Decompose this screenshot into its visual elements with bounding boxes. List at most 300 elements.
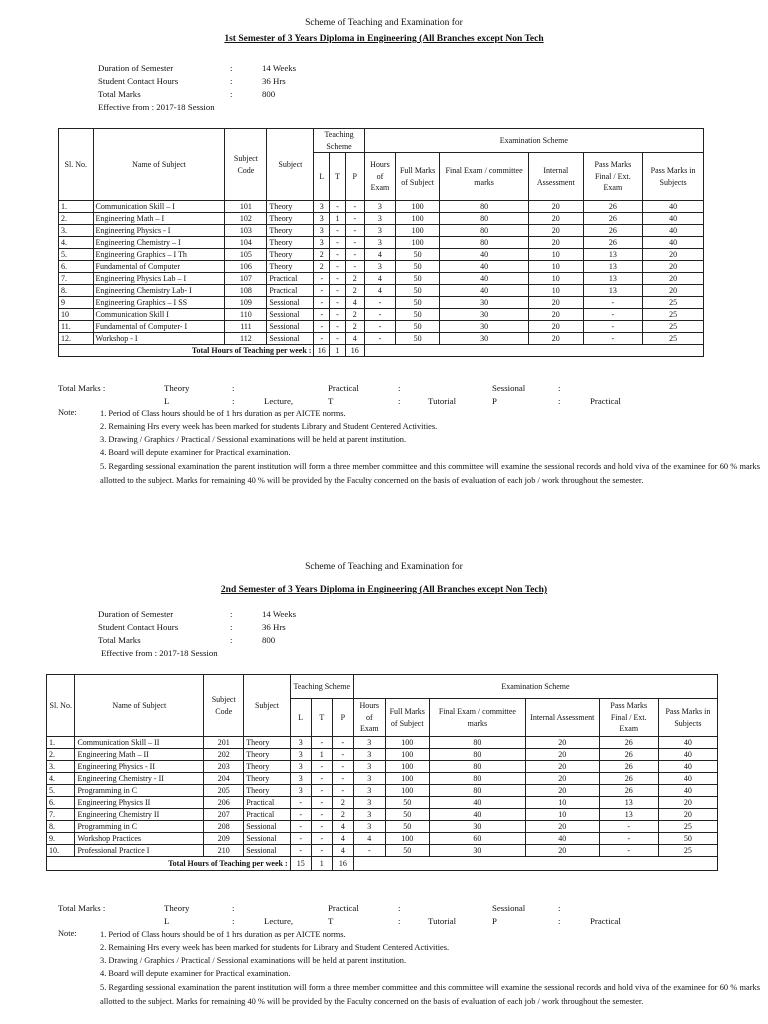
cell-practical-hours: 2 [345,309,364,321]
cell-exam-hours: 3 [364,225,395,237]
cell-internal-assessment: 10 [525,809,599,821]
total-p: 16 [345,345,364,357]
cell-pass-marks-final: 26 [599,785,658,797]
cell-practical-hours: - [332,785,353,797]
total-hours-label: Total Hours of Teaching per week : [59,345,314,357]
cell-sl-no: 3. [59,225,94,237]
cell-practical-hours: - [345,261,364,273]
cell-final-exam-marks: 40 [440,285,529,297]
cell-pass-marks-subject: 40 [658,761,717,773]
header-p: P [345,153,364,201]
header-final-exam: Final Exam / committee marks [429,699,525,737]
header-hours-of-exam: Hours of Exam [364,153,395,201]
cell-exam-hours: 3 [364,237,395,249]
header-subject-code: Subject Code [204,675,244,737]
legend-l: L [164,396,170,406]
cell-pass-marks-final: 26 [599,737,658,749]
cell-final-exam-marks: 80 [429,737,525,749]
cell-internal-assessment: 10 [525,797,599,809]
legend-tutorial: Tutorial [428,916,457,926]
cell-exam-hours: 4 [353,833,385,845]
scheme-title: Scheme of Teaching and Examination for [305,562,463,572]
cell-pass-marks-subject: 40 [643,201,704,213]
note-label: Note: [58,408,77,417]
cell-lecture-hours: 3 [314,225,330,237]
cell-subject-name: Engineering Graphics – I SS [93,297,225,309]
cell-pass-marks-final: - [599,821,658,833]
table-row [59,225,704,237]
cell-full-marks: 100 [385,833,429,845]
cell-subject-code: 103 [225,225,267,237]
cell-subject-type: Theory [244,749,290,761]
cell-tutorial-hours: - [311,737,332,749]
cell-tutorial-hours: 1 [330,213,346,225]
cell-sl-no: 8. [47,821,75,833]
note-item: 3. Drawing / Graphics / Practical / Sessional examinations will be held at parent institution. [100,956,407,965]
cell-subject-type: Sessional [267,333,314,345]
cell-subject-code: 106 [225,261,267,273]
cell-internal-assessment: 20 [529,309,583,321]
cell-full-marks: 100 [396,201,440,213]
cell-subject-code: 207 [204,809,244,821]
cell-tutorial-hours: - [330,321,346,333]
total-marks-value: 800 [262,635,276,645]
cell-exam-hours: 3 [353,809,385,821]
cell-internal-assessment: 10 [529,285,583,297]
legend-p: P [492,916,497,926]
colon: : [398,396,401,406]
cell-internal-assessment: 20 [529,297,583,309]
cell-subject-name: Communication Skill – II [75,737,204,749]
cell-sl-no: 7. [47,809,75,821]
cell-full-marks: 100 [385,737,429,749]
header-l: L [314,153,330,201]
total-marks-line [58,902,718,915]
cell-lecture-hours: - [290,809,311,821]
cell-lecture-hours: 3 [290,773,311,785]
cell-subject-type: Sessional [267,321,314,333]
total-marks-label: Total Marks [98,635,141,645]
table-row [47,773,718,785]
cell-subject-code: 101 [225,201,267,213]
total-marks-line [58,382,718,395]
theory-caption: Theory [164,383,190,393]
cell-final-exam-marks: 30 [429,845,525,857]
contact-hours-label: Student Contact Hours [98,76,179,86]
header-full-marks: Full Marks of Subject [385,699,429,737]
cell-final-exam-marks: 40 [440,273,529,285]
cell-pass-marks-final: 13 [583,273,643,285]
cell-subject-type: Sessional [267,297,314,309]
cell-pass-marks-subject: 25 [658,845,717,857]
cell-subject-code: 210 [204,845,244,857]
cell-internal-assessment: 20 [525,845,599,857]
cell-pass-marks-final: 13 [599,809,658,821]
cell-lecture-hours: - [290,833,311,845]
cell-pass-marks-subject: 20 [643,285,704,297]
cell-lecture-hours: 3 [290,785,311,797]
header-subject-code: Subject Code [225,129,267,201]
cell-subject-code: 109 [225,297,267,309]
header-internal-assessment: Internal Assessment [525,699,599,737]
colon: : [558,916,561,926]
total-marks-value: 800 [262,89,276,99]
cell-final-exam-marks: 80 [440,213,529,225]
cell-subject-code: 203 [204,761,244,773]
cell-final-exam-marks: 30 [429,821,525,833]
cell-subject-name: Engineering Physics - II [75,761,204,773]
header-pass-marks-subjects: Pass Marks in Subjects [658,699,717,737]
cell-subject-name: Engineering Physics Lab – I [93,273,225,285]
cell-tutorial-hours: - [330,309,346,321]
cell-internal-assessment: 10 [529,261,583,273]
scheme-subtitle: 2nd Semester of 3 Years Diploma in Engineering (All Branches except Non Tech) [220,585,548,595]
cell-full-marks: 100 [385,761,429,773]
cell-sl-no: 5. [59,249,94,261]
scheme-title: Scheme of Teaching and Examination for [305,18,463,28]
cell-pass-marks-subject: 20 [643,261,704,273]
cell-subject-name: Engineering Chemistry II [75,809,204,821]
legend-practical: Practical [590,396,621,406]
cell-lecture-hours: 3 [290,737,311,749]
colon: : [230,63,233,73]
cell-subject-code: 206 [204,797,244,809]
cell-final-exam-marks: 80 [429,749,525,761]
table-row [59,285,704,297]
legend-tutorial: Tutorial [428,396,457,406]
cell-subject-name: Programming in C [75,821,204,833]
cell-tutorial-hours: - [330,297,346,309]
cell-practical-hours: 2 [332,797,353,809]
cell-full-marks: 100 [396,225,440,237]
colon: : [232,396,235,406]
cell-full-marks: 100 [385,749,429,761]
cell-full-marks: 50 [396,285,440,297]
cell-practical-hours: - [345,201,364,213]
cell-exam-hours: - [364,297,395,309]
cell-internal-assessment: 20 [529,237,583,249]
cell-subject-type: Practical [244,797,290,809]
cell-subject-type: Sessional [244,821,290,833]
cell-tutorial-hours: - [330,237,346,249]
note-label: Note: [58,929,77,938]
cell-exam-hours: - [353,845,385,857]
header-sl-no: Sl. No. [47,675,75,737]
cell-full-marks: 50 [385,845,429,857]
cell-internal-assessment: 20 [525,821,599,833]
legend-practical: Practical [590,916,621,926]
cell-subject-code: 112 [225,333,267,345]
cell-internal-assessment: 40 [525,833,599,845]
header-p: P [332,699,353,737]
cell-internal-assessment: 20 [525,773,599,785]
cell-pass-marks-final: - [583,309,643,321]
cell-subject-type: Theory [244,785,290,797]
duration-value: 14 Weeks [262,63,297,73]
cell-subject-name: Professional Practice I [75,845,204,857]
table-row [59,297,704,309]
colon: : [398,383,401,393]
cell-full-marks: 50 [385,809,429,821]
colon: : [558,383,561,393]
cell-exam-hours: 3 [353,797,385,809]
header-pass-marks-final: Pass Marks Final / Ext. Exam [599,699,658,737]
table-row [59,261,704,273]
legend-t: T [328,396,334,406]
cell-practical-hours: - [345,237,364,249]
cell-exam-hours: 3 [364,201,395,213]
cell-pass-marks-final: 26 [583,201,643,213]
cell-lecture-hours: 3 [290,761,311,773]
cell-lecture-hours: - [290,845,311,857]
cell-pass-marks-final: - [599,845,658,857]
table-row [47,785,718,797]
cell-exam-hours: - [364,321,395,333]
cell-sl-no: 3. [47,761,75,773]
cell-pass-marks-subject: 40 [658,785,717,797]
cell-final-exam-marks: 80 [429,785,525,797]
cell-tutorial-hours: - [330,285,346,297]
cell-subject-type: Practical [267,273,314,285]
practical-caption: Practical [328,903,359,913]
cell-internal-assessment: 10 [529,273,583,285]
duration-label: Duration of Semester [98,609,174,619]
cell-final-exam-marks: 30 [440,321,529,333]
cell-subject-name: Programming in C [75,785,204,797]
table-row [59,333,704,345]
header-sl-no: Sl. No. [59,129,94,201]
cell-final-exam-marks: 60 [429,833,525,845]
legend-t: T [328,916,334,926]
cell-exam-hours: 3 [353,737,385,749]
note-item: 1. Period of Class hours should be of 1 hrs duration as per AICTE norms. [100,930,346,939]
cell-pass-marks-final: 13 [583,261,643,273]
note-item: 2. Remaining Hrs every week has been marked for students for Library and Student Centered Activities. [100,943,450,952]
header-subject-name: Name of Subject [93,129,225,201]
effective-session: Effective from : 2017-18 Session [101,648,218,658]
cell-subject-code: 209 [204,833,244,845]
cell-tutorial-hours: - [311,845,332,857]
notes [58,408,760,508]
cell-practical-hours: 2 [345,321,364,333]
header-pass-marks-subjects: Pass Marks in Subjects [643,153,704,201]
cell-sl-no: 5. [47,785,75,797]
legend-p: P [492,396,497,406]
colon: : [398,903,401,913]
cell-pass-marks-subject: 40 [643,225,704,237]
cell-practical-hours: - [332,737,353,749]
cell-subject-name: Engineering Chemistry Lab- I [93,285,225,297]
cell-lecture-hours: - [314,321,330,333]
cell-internal-assessment: 20 [529,321,583,333]
legend-lecture: Lecture, [264,916,294,926]
cell-full-marks: 100 [396,237,440,249]
table-row [47,845,718,857]
table-row [59,201,704,213]
cell-pass-marks-final: 13 [599,797,658,809]
colon: : [232,903,235,913]
cell-pass-marks-final: - [599,833,658,845]
cell-tutorial-hours: - [330,333,346,345]
cell-subject-code: 204 [204,773,244,785]
cell-full-marks: 50 [396,261,440,273]
cell-practical-hours: - [332,773,353,785]
cell-internal-assessment: 20 [529,213,583,225]
contact-hours-label: Student Contact Hours [98,622,179,632]
cell-practical-hours: - [345,213,364,225]
cell-full-marks: 50 [396,321,440,333]
cell-pass-marks-subject: 25 [643,297,704,309]
cell-sl-no: 1. [47,737,75,749]
cell-tutorial-hours: - [311,833,332,845]
legend-l: L [164,916,170,926]
cell-full-marks: 100 [385,785,429,797]
cell-full-marks: 50 [396,249,440,261]
cell-sl-no: 8. [59,285,94,297]
colon: : [230,609,233,619]
table-row [59,237,704,249]
cell-exam-hours: 4 [364,249,395,261]
cell-tutorial-hours: - [311,785,332,797]
note-item: 1. Period of Class hours should be of 1 hrs duration as per AICTE norms. [100,409,346,418]
cell-full-marks: 100 [385,773,429,785]
colon: : [230,635,233,645]
total-marks-caption: Total Marks : [58,383,106,393]
legend-lecture: Lecture, [264,396,294,406]
table-row [59,321,704,333]
theory-caption: Theory [164,903,190,913]
cell-sl-no: 6. [47,797,75,809]
cell-exam-hours: 3 [364,213,395,225]
cell-pass-marks-subject: 25 [658,821,717,833]
cell-full-marks: 50 [396,333,440,345]
cell-final-exam-marks: 30 [440,309,529,321]
cell-pass-marks-subject: 20 [658,797,717,809]
total-blank [353,857,717,871]
scheme-subtitle: 1st Semester of 3 Years Diploma in Engineering (All Branches except Non Tech [224,34,544,44]
total-p: 16 [332,857,353,871]
header-examination-scheme: Examination Scheme [364,129,703,153]
cell-subject-name: Fundamental of Computer- I [93,321,225,333]
cell-tutorial-hours: - [311,797,332,809]
header-examination-scheme: Examination Scheme [353,675,717,699]
cell-pass-marks-final: - [583,297,643,309]
cell-practical-hours: 4 [332,845,353,857]
note-item: 5. Regarding sessional examination the parent institution will form a three member committee and this committee will examine the sessional records and hold viva of the examinee for 60 % marks allotted to the subject. Marks for remaining 40 % will be provided by the Faculty concerned on the basis of evaluation of each job / work throughout the semester. [100,983,760,1006]
total-t: 1 [311,857,332,871]
cell-sl-no: 2. [47,749,75,761]
cell-pass-marks-final: 26 [583,225,643,237]
header-teaching-scheme: Teaching Scheme [314,129,364,153]
cell-practical-hours: - [332,749,353,761]
cell-lecture-hours: 3 [314,201,330,213]
cell-sl-no: 11. [59,321,94,333]
cell-subject-code: 111 [225,321,267,333]
cell-tutorial-hours: - [311,773,332,785]
cell-lecture-hours: 2 [314,261,330,273]
header-final-exam: Final Exam / committee marks [440,153,529,201]
cell-subject-code: 102 [225,213,267,225]
cell-lecture-hours: - [314,273,330,285]
table-row [47,833,718,845]
table-row [47,821,718,833]
contact-hours-value: 36 Hrs [262,76,286,86]
cell-subject-code: 107 [225,273,267,285]
cell-subject-type: Sessional [244,845,290,857]
cell-subject-code: 108 [225,285,267,297]
cell-sl-no: 4. [59,237,94,249]
cell-internal-assessment: 20 [525,749,599,761]
cell-subject-name: Workshop Practices [75,833,204,845]
cell-subject-name: Engineering Physics - I [93,225,225,237]
cell-sl-no: 2. [59,213,94,225]
table-row [47,809,718,821]
total-marks-label: Total Marks [98,89,141,99]
cell-tutorial-hours: - [330,225,346,237]
cell-exam-hours: 3 [353,749,385,761]
cell-exam-hours: 4 [364,273,395,285]
cell-final-exam-marks: 80 [429,761,525,773]
cell-final-exam-marks: 80 [440,201,529,213]
cell-subject-name: Workshop - I [93,333,225,345]
cell-subject-code: 104 [225,237,267,249]
cell-sl-no: 12. [59,333,94,345]
cell-pass-marks-final: - [583,321,643,333]
cell-exam-hours: - [364,309,395,321]
cell-final-exam-marks: 40 [440,249,529,261]
cell-practical-hours: - [332,761,353,773]
cell-practical-hours: 4 [345,333,364,345]
cell-sl-no: 1. [59,201,94,213]
practical-caption: Practical [328,383,359,393]
table-row [47,761,718,773]
cell-subject-type: Sessional [244,833,290,845]
cell-subject-code: 205 [204,785,244,797]
cell-full-marks: 50 [396,273,440,285]
table-row [47,737,718,749]
cell-subject-name: Engineering Math – I [93,213,225,225]
cell-sl-no: 6. [59,261,94,273]
cell-internal-assessment: 20 [529,225,583,237]
contact-hours-value: 36 Hrs [262,622,286,632]
cell-subject-type: Sessional [267,309,314,321]
cell-internal-assessment: 20 [525,785,599,797]
cell-full-marks: 50 [385,797,429,809]
cell-practical-hours: - [345,249,364,261]
cell-tutorial-hours: - [311,809,332,821]
cell-internal-assessment: 20 [525,737,599,749]
cell-sl-no: 9 [59,297,94,309]
cell-sl-no: 4. [47,773,75,785]
table-row [59,249,704,261]
cell-practical-hours: 2 [345,273,364,285]
cell-exam-hours: 3 [364,261,395,273]
colon: : [230,622,233,632]
cell-exam-hours: 3 [353,761,385,773]
cell-lecture-hours: - [314,297,330,309]
cell-practical-hours: 4 [332,821,353,833]
cell-subject-type: Theory [267,249,314,261]
cell-subject-code: 202 [204,749,244,761]
cell-lecture-hours: - [314,285,330,297]
cell-subject-type: Theory [244,773,290,785]
cell-subject-name: Engineering Math – II [75,749,204,761]
cell-exam-hours: - [364,333,395,345]
cell-tutorial-hours: - [311,761,332,773]
cell-pass-marks-subject: 50 [658,833,717,845]
cell-internal-assessment: 20 [529,201,583,213]
header-full-marks: Full Marks of Subject [396,153,440,201]
